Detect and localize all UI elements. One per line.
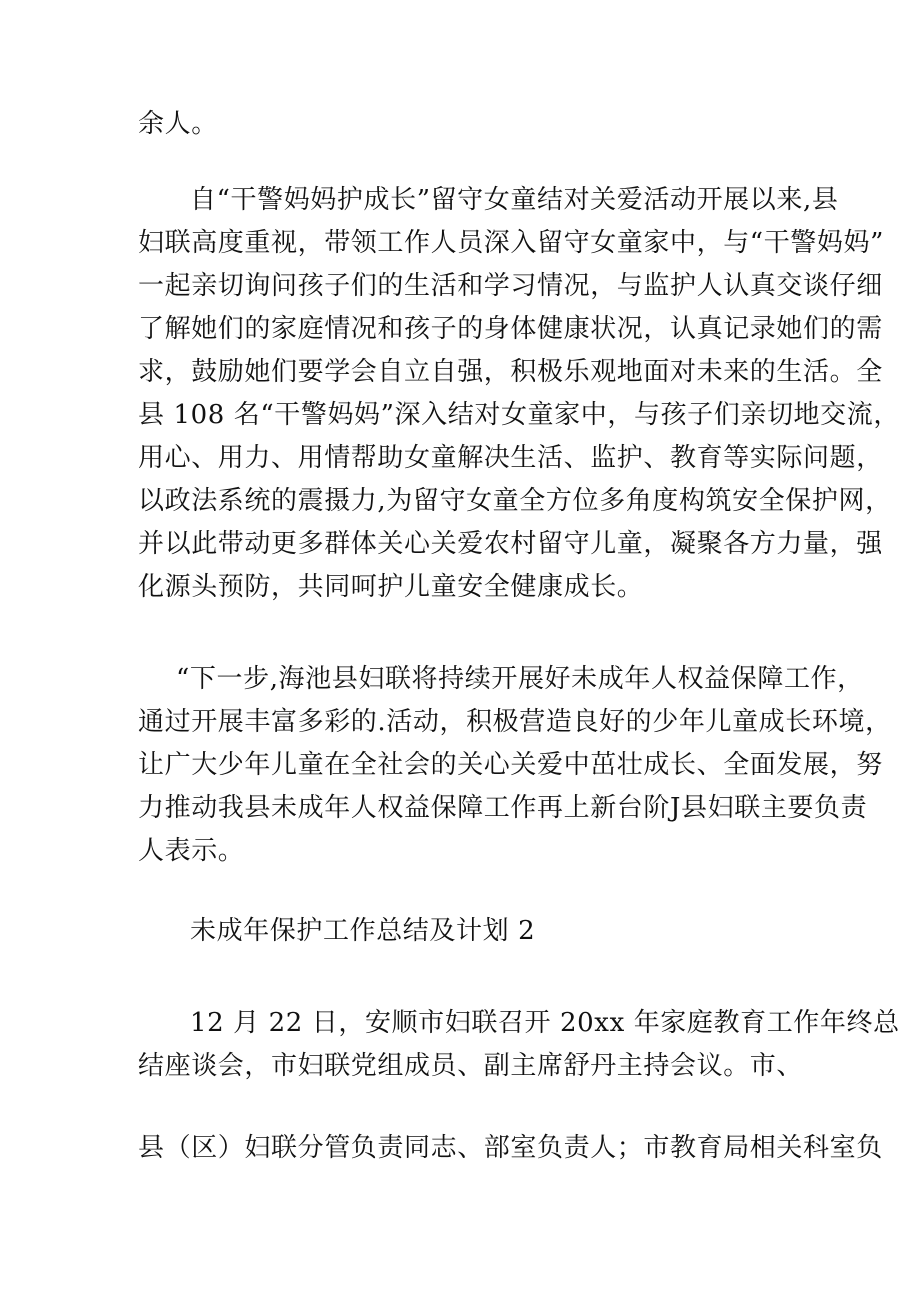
paragraph-line: 自“干警妈妈护成长”留守女童结对关爱活动开展以来,县 <box>190 185 839 215</box>
paragraph-line: 县（区）妇联分管负责同志、部室负责人；市教育局相关科室负 <box>138 1133 883 1163</box>
paragraph-line: 力推动我县未成年人权益保障工作再上新台阶J县妇联主要负责 <box>138 793 868 823</box>
paragraph-line: 并以此带动更多群体关心关爱农村留守儿童，凝聚各方力量，强 <box>138 529 883 559</box>
paragraph-line: 以政法系统的震摄力,为留守女童全方位多角度构筑安全保护网， <box>138 486 892 516</box>
paragraph-line: 12 月 22 日，安顺市妇联召开 20xx 年家庭教育工作年终总 <box>190 1008 900 1038</box>
paragraph-line: 一起亲切询问孩子们的生活和学习情况，与监护人认真交谈仔细 <box>138 271 883 301</box>
paragraph-line: 求，鼓励她们要学会自立自强，积极乐观地面对未来的生活。全 <box>138 357 883 387</box>
paragraph-line: 让广大少年儿童在全社会的关心关爱中茁壮成长、全面发展，努 <box>138 750 883 780</box>
paragraph-line: 妇联高度重视，带领工作人员深入留守女童家中，与“干警妈妈” <box>138 228 884 258</box>
paragraph-line: 余人。 <box>138 109 218 139</box>
section-heading: 未成年保护工作总结及计划 2 <box>190 916 536 946</box>
paragraph-line: “下一步,海池县妇联将持续开展好未成年人权益保障工作， <box>176 664 864 694</box>
paragraph-line: 通过开展丰富多彩的.活动，积极营造良好的少年儿童成长环境， <box>138 707 892 737</box>
paragraph-line: 了解她们的家庭情况和孩子的身体健康状况，认真记录她们的需 <box>138 314 883 344</box>
paragraph-line: 人表示。 <box>138 836 245 866</box>
paragraph-line: 用心、用力、用情帮助女童解决生活、监护、教育等实际问题， <box>138 443 883 473</box>
paragraph-line: 县 108 名“干警妈妈”深入结对女童家中，与孩子们亲切地交流， <box>138 400 900 430</box>
paragraph-line: 结座谈会，市妇联党组成员、副主席舒丹主持会议。市、 <box>138 1051 804 1081</box>
paragraph-line: 化源头预防，共同呵护儿童安全健康成长。 <box>138 572 644 602</box>
